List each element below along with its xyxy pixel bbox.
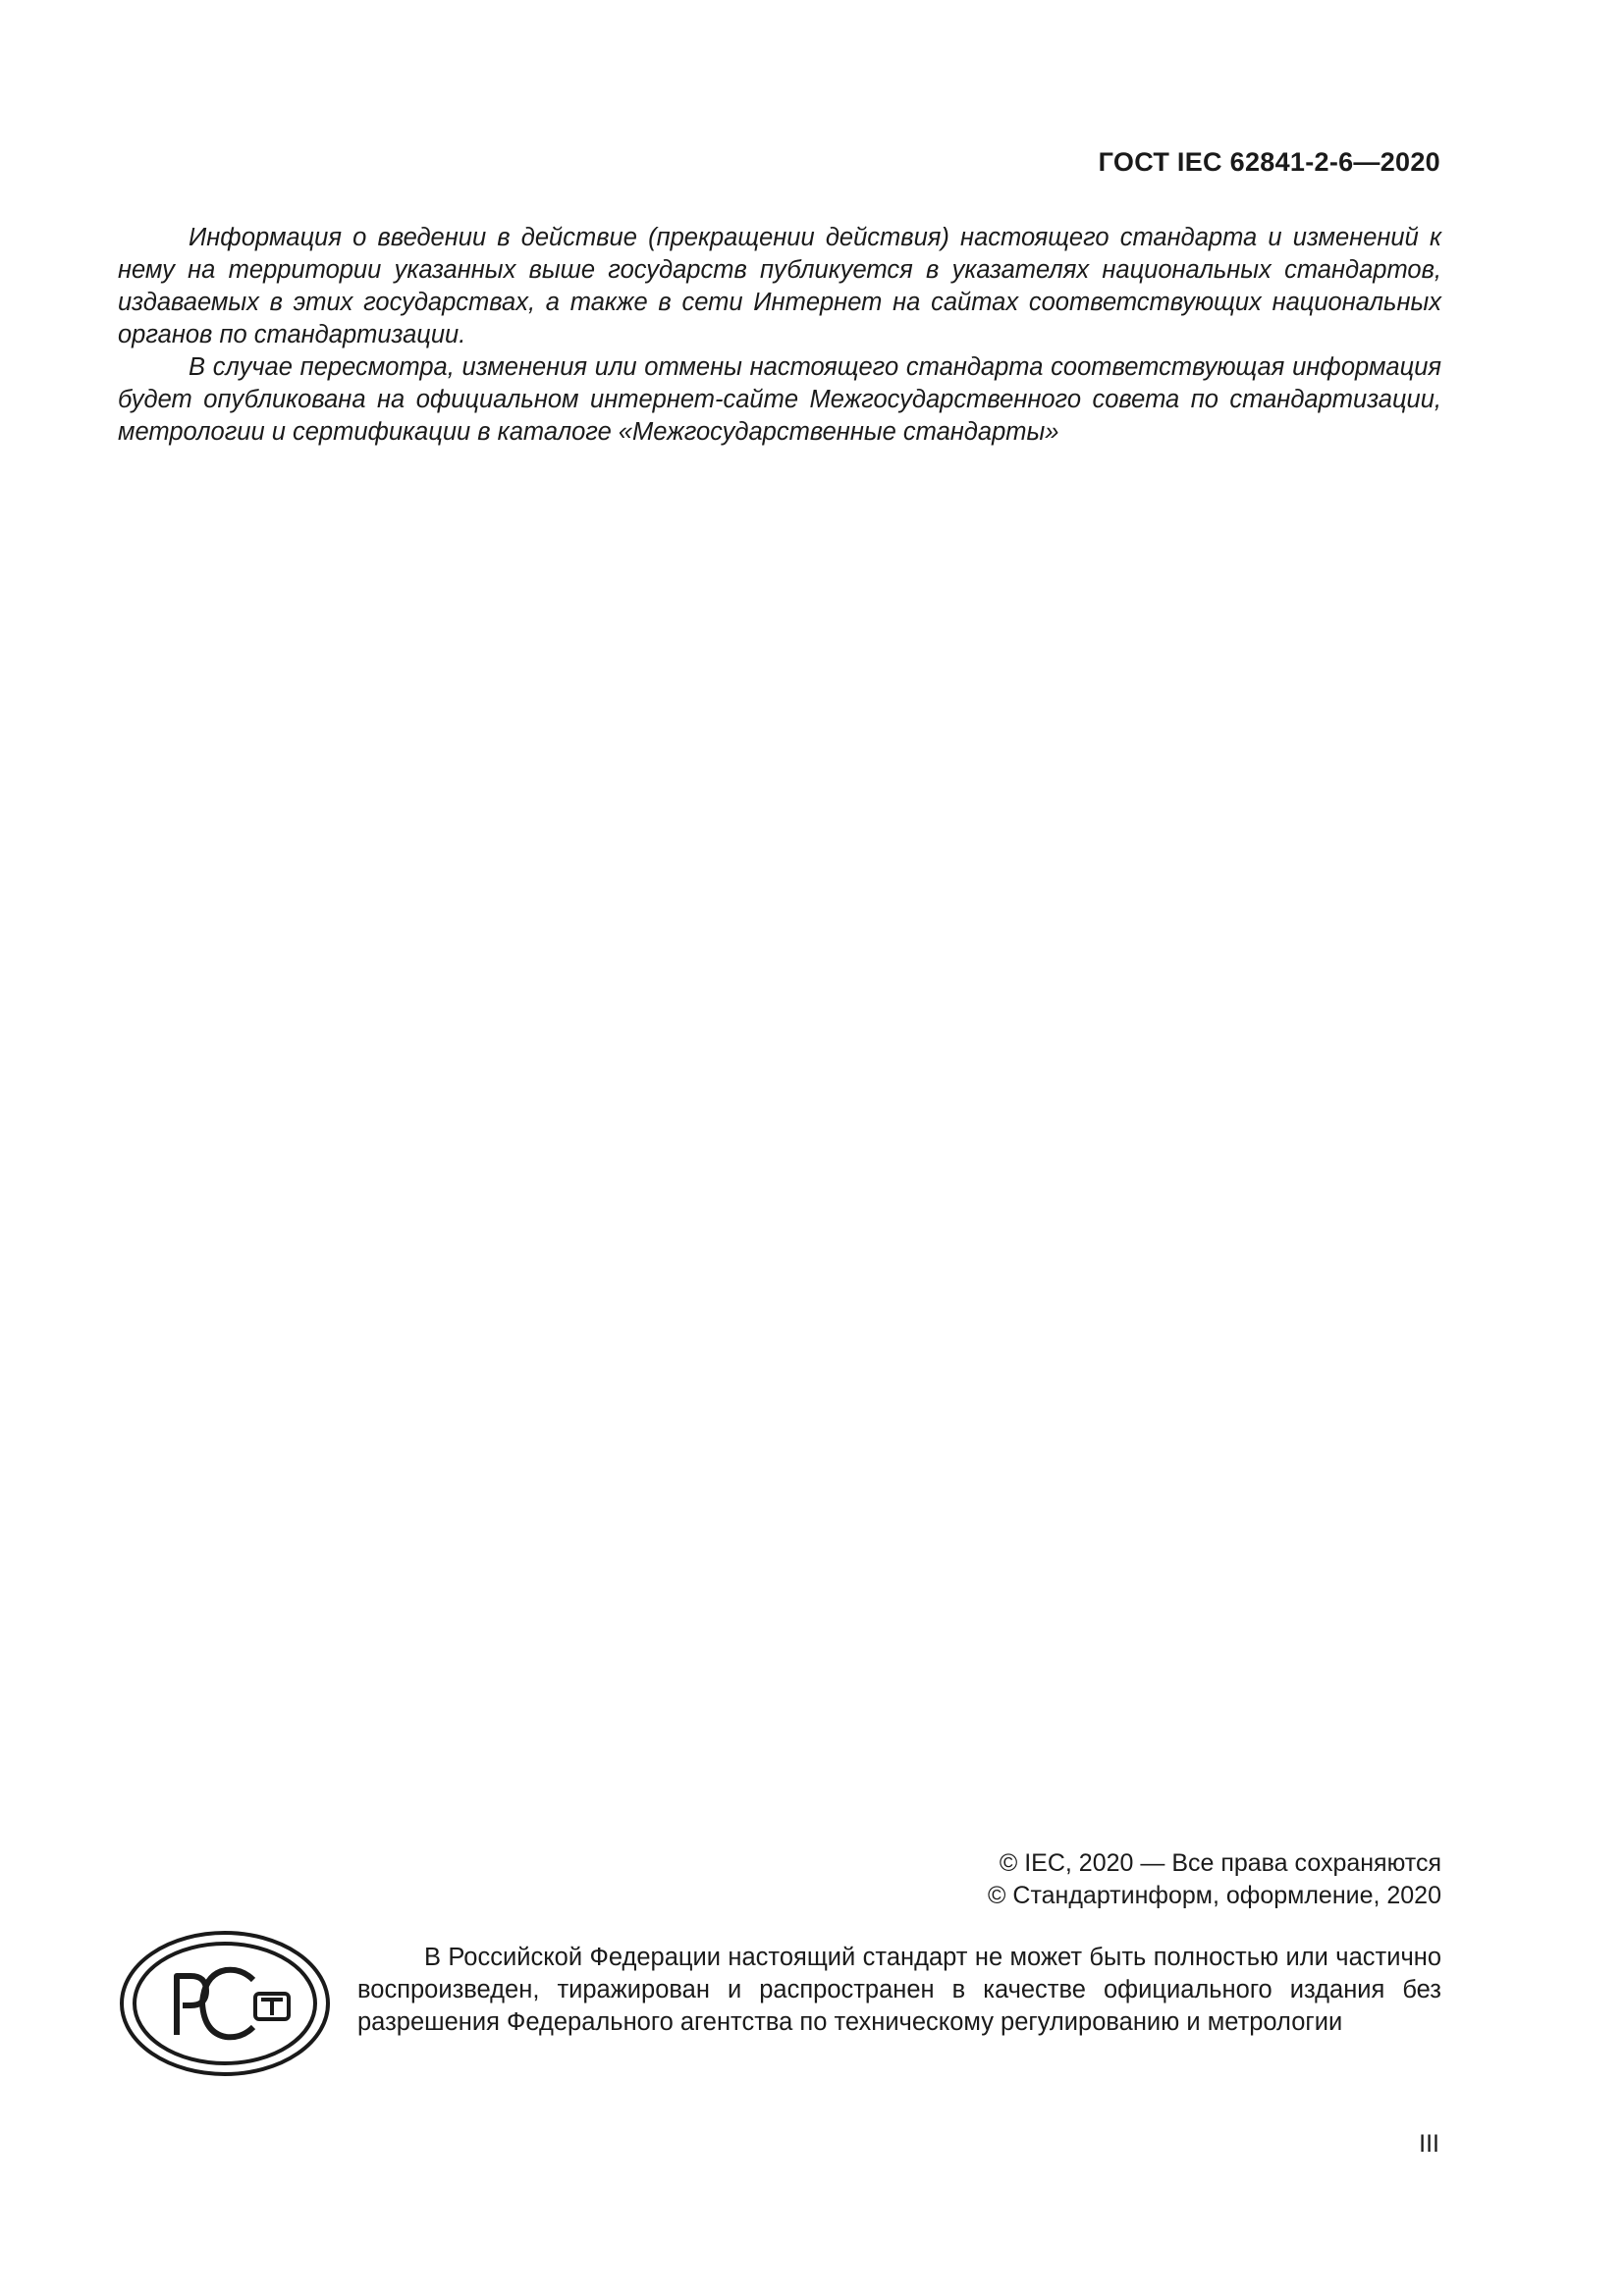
standard-code-header: ГОСТ IEC 62841-2-6—2020 xyxy=(1098,147,1440,177)
page-number: III xyxy=(1419,2130,1439,2158)
copyright-block xyxy=(988,1847,1441,1912)
intro-section xyxy=(118,222,1441,449)
copyright-iec: © IEC, 2020 — Все права сохраняются xyxy=(999,1849,1441,1877)
reproduction-rights-notice: В Российской Федерации настоящий стандарт не может быть полностью или частично воспроизведен, тиражирован и распространен в качестве официального издания без разрешения Федерального агентства по техническому регулированию и метрологии xyxy=(357,1944,1441,2036)
intro-paragraph-1: Информация о введении в действие (прекращении действия) настоящего стандарта и изменений к нему на территории указанных выше государств публикуется в указателях национальных стандартов, издаваемых в этих государствах, а также в сети Интернет на сайтах соответствующих национальных органов по стандартизации. xyxy=(118,224,1441,348)
intro-paragraph-2: В случае пересмотра, изменения или отмены настоящего стандарта соответствующая информация будет опубликована на официальном интернет-сайте Межгосударственного совета по стандартизации, метрологии и сертификации в каталоге «Межгосударственные стандарты» xyxy=(118,353,1441,446)
copyright-standartinform: © Стандартинформ, оформление, 2020 xyxy=(988,1882,1441,1909)
rst-certification-logo-icon xyxy=(118,1929,332,2078)
